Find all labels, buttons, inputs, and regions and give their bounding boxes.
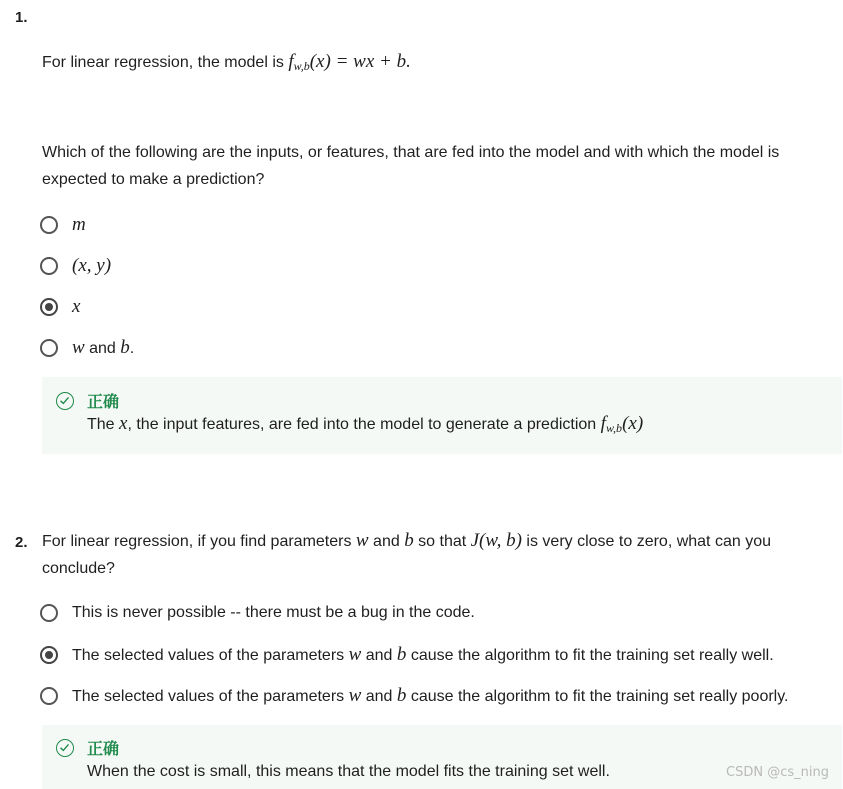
feedback-text: The x, the input features, are fed into the model to generate a prediction $f_{w,b}(x)$ xyxy=(87,413,644,435)
radio-unselected[interactable] xyxy=(40,339,58,357)
q2-option-fit-poorly[interactable] xyxy=(40,685,789,707)
option-label: This is never possible -- there must be a bug in the code. xyxy=(72,604,475,621)
radio-selected[interactable] xyxy=(40,298,58,316)
option-label: x xyxy=(72,296,81,317)
check-circle-icon xyxy=(56,739,74,757)
radio-unselected[interactable] xyxy=(40,604,58,622)
q1-feedback-box xyxy=(42,377,842,454)
q2-option-never-possible[interactable] xyxy=(40,604,475,622)
option-label: w and b. xyxy=(72,337,135,358)
radio-selected[interactable] xyxy=(40,646,58,664)
q1-option-x[interactable] xyxy=(40,296,80,318)
question-2-prompt: For linear regression, if you find parameters w and b so that J(w, b) is very close to zero, what can you conclude? xyxy=(42,530,771,577)
radio-unselected[interactable] xyxy=(40,216,58,234)
option-label: (x, y) xyxy=(72,255,112,276)
option-label: m xyxy=(72,214,86,235)
feedback-text: When the cost is small, this means that the model fits the training set well. xyxy=(87,763,610,780)
radio-unselected[interactable] xyxy=(40,257,58,275)
q1-option-xy[interactable] xyxy=(40,255,111,277)
q1-option-w-and-b[interactable] xyxy=(40,337,134,359)
option-label: The selected values of the parameters w and b cause the algorithm to fit the training set really poorly. xyxy=(72,685,789,706)
watermark: CSDN @cs_ning xyxy=(726,765,829,780)
question-1-model-statement: For linear regression, the model is $f_{w,b}(x)$ = wx + b. xyxy=(42,51,411,73)
question-1-number: 1. xyxy=(15,9,28,26)
option-label: The selected values of the parameters w and b cause the algorithm to fit the training set really well. xyxy=(72,644,774,665)
question-2-number: 2. xyxy=(15,534,28,551)
feedback-title: 正确 xyxy=(87,392,120,411)
q1-option-m[interactable] xyxy=(40,214,86,236)
check-circle-icon xyxy=(56,392,74,410)
question-1-prompt: Which of the following are the inputs, or features, that are fed into the model and with which the model is expected to make a prediction? xyxy=(42,144,780,188)
radio-unselected[interactable] xyxy=(40,687,58,705)
q2-option-fit-well[interactable] xyxy=(40,644,774,666)
feedback-title: 正确 xyxy=(87,739,120,758)
q2-feedback-box xyxy=(42,725,842,789)
